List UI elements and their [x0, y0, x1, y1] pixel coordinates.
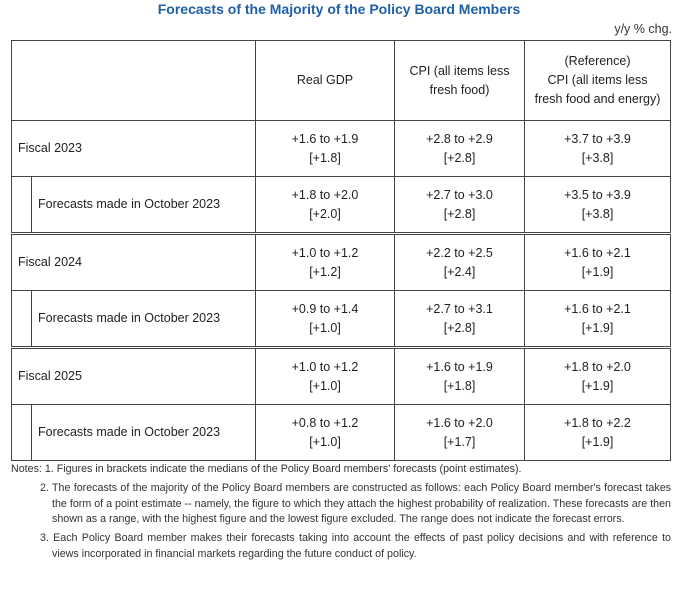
table-row-october-2023	[12, 405, 671, 461]
header-real-gdp: Real GDP	[256, 41, 395, 121]
header-ref-line1: (Reference)	[564, 54, 631, 68]
cell-gdp	[256, 121, 395, 177]
cell-cpi	[395, 121, 525, 177]
header-cpi	[395, 41, 525, 121]
cell-cpi	[395, 234, 525, 291]
header-reference-cpi	[525, 41, 671, 121]
cell-ref	[525, 348, 671, 405]
header-cpi-line1: CPI (all items less	[409, 63, 510, 78]
cell-median: [+1.7]	[443, 434, 476, 449]
row-label: Fiscal 2025	[12, 348, 256, 405]
cell-range: +1.6 to +2.0	[426, 415, 493, 430]
table-header-row	[12, 41, 671, 121]
cell-median: [+1.0]	[309, 434, 341, 449]
cell-ref	[525, 121, 671, 177]
cell-median: [+1.0]	[309, 320, 341, 335]
cell-median: [+1.9]	[581, 434, 614, 449]
row-label: Forecasts made in October 2023	[32, 177, 256, 234]
cell-range: +0.8 to +1.2	[291, 415, 359, 430]
cell-ref	[525, 177, 671, 234]
header-ref-line3: fresh food and energy)	[534, 92, 661, 106]
cell-median: [+2.8]	[443, 206, 476, 221]
cell-range: +2.8 to +2.9	[426, 131, 493, 146]
forecast-table	[11, 40, 671, 461]
cell-range: +2.7 to +3.1	[426, 301, 493, 316]
header-ref-line2: CPI (all items less	[547, 73, 648, 87]
cell-median: [+1.8]	[309, 150, 341, 165]
cell-range: +3.5 to +3.9	[564, 187, 631, 202]
cell-range: +0.9 to +1.4	[291, 301, 359, 316]
note-3: 3. Each Policy Board member makes their forecasts taking into account the effects of past policy decisions and with reference to views incorporated in financial markets regarding the future conduct of policy.	[40, 532, 671, 560]
cell-range: +1.0 to +1.2	[291, 359, 359, 374]
cell-range: +1.6 to +1.9	[291, 131, 359, 146]
cell-median: [+3.8]	[581, 150, 614, 165]
cell-median: [+1.0]	[309, 378, 341, 393]
table-row-october-2023	[12, 291, 671, 348]
table-row-fiscal-2025	[12, 348, 671, 405]
cell-range: +1.6 to +1.9	[426, 359, 493, 374]
unit-label: y/y % chg.	[614, 22, 672, 36]
page-title: Forecasts of the Majority of the Policy Board Members	[157, 1, 521, 17]
indent-spacer	[12, 405, 32, 461]
cell-cpi	[395, 291, 525, 348]
cell-median: [+2.8]	[443, 320, 476, 335]
cell-cpi	[395, 348, 525, 405]
cell-range: +1.8 to +2.0	[291, 187, 359, 202]
cell-gdp	[256, 234, 395, 291]
cell-median: [+1.8]	[443, 378, 476, 393]
cell-ref	[525, 291, 671, 348]
notes-section	[11, 462, 671, 563]
cell-gdp	[256, 348, 395, 405]
cell-range: +1.8 to +2.0	[564, 359, 631, 374]
cell-cpi	[395, 177, 525, 234]
cell-range: +1.6 to +2.1	[564, 301, 631, 316]
row-label: Forecasts made in October 2023	[32, 291, 256, 348]
cell-range: +1.0 to +1.2	[291, 245, 359, 260]
cell-median: [+1.9]	[581, 320, 614, 335]
row-label: Fiscal 2024	[12, 234, 256, 291]
cell-gdp	[256, 291, 395, 348]
note-1: Notes: 1. Figures in brackets indicate the medians of the Policy Board members' forecasts (point estimates).	[11, 463, 522, 475]
cell-gdp	[256, 177, 395, 234]
cell-median: [+2.0]	[309, 206, 341, 221]
row-label: Forecasts made in October 2023	[32, 405, 256, 461]
cell-range: +1.6 to +2.1	[564, 245, 631, 260]
cell-ref	[525, 234, 671, 291]
cell-range: +1.8 to +2.2	[564, 415, 631, 430]
note-2: 2. The forecasts of the majority of the Policy Board members are constructed as follows: each Policy Board member's forecast takes the form of a point estimate -- namely, the figure to which they attach the highest probability of realization. These forecasts are then shown as a range, with the highest figure and the lowest figure excluded. The range does not indicate the forecast errors.	[40, 481, 671, 526]
header-cpi-line2: fresh food)	[429, 82, 490, 97]
cell-median: [+2.8]	[443, 150, 476, 165]
indent-spacer	[12, 177, 32, 234]
table-row-october-2023	[12, 177, 671, 234]
table-row-fiscal-2023	[12, 121, 671, 177]
cell-median: [+2.4]	[443, 264, 476, 279]
header-corner	[12, 41, 256, 121]
cell-range: +2.7 to +3.0	[426, 187, 493, 202]
cell-ref	[525, 405, 671, 461]
row-label: Fiscal 2023	[12, 121, 256, 177]
cell-gdp	[256, 405, 395, 461]
cell-median: [+3.8]	[581, 206, 614, 221]
indent-spacer	[12, 291, 32, 348]
cell-median: [+1.9]	[581, 264, 614, 279]
cell-range: +3.7 to +3.9	[564, 131, 631, 146]
cell-range: +2.2 to +2.5	[426, 245, 493, 260]
cell-median: [+1.9]	[581, 378, 614, 393]
table-row-fiscal-2024	[12, 234, 671, 291]
cell-median: [+1.2]	[309, 264, 341, 279]
cell-cpi	[395, 405, 525, 461]
